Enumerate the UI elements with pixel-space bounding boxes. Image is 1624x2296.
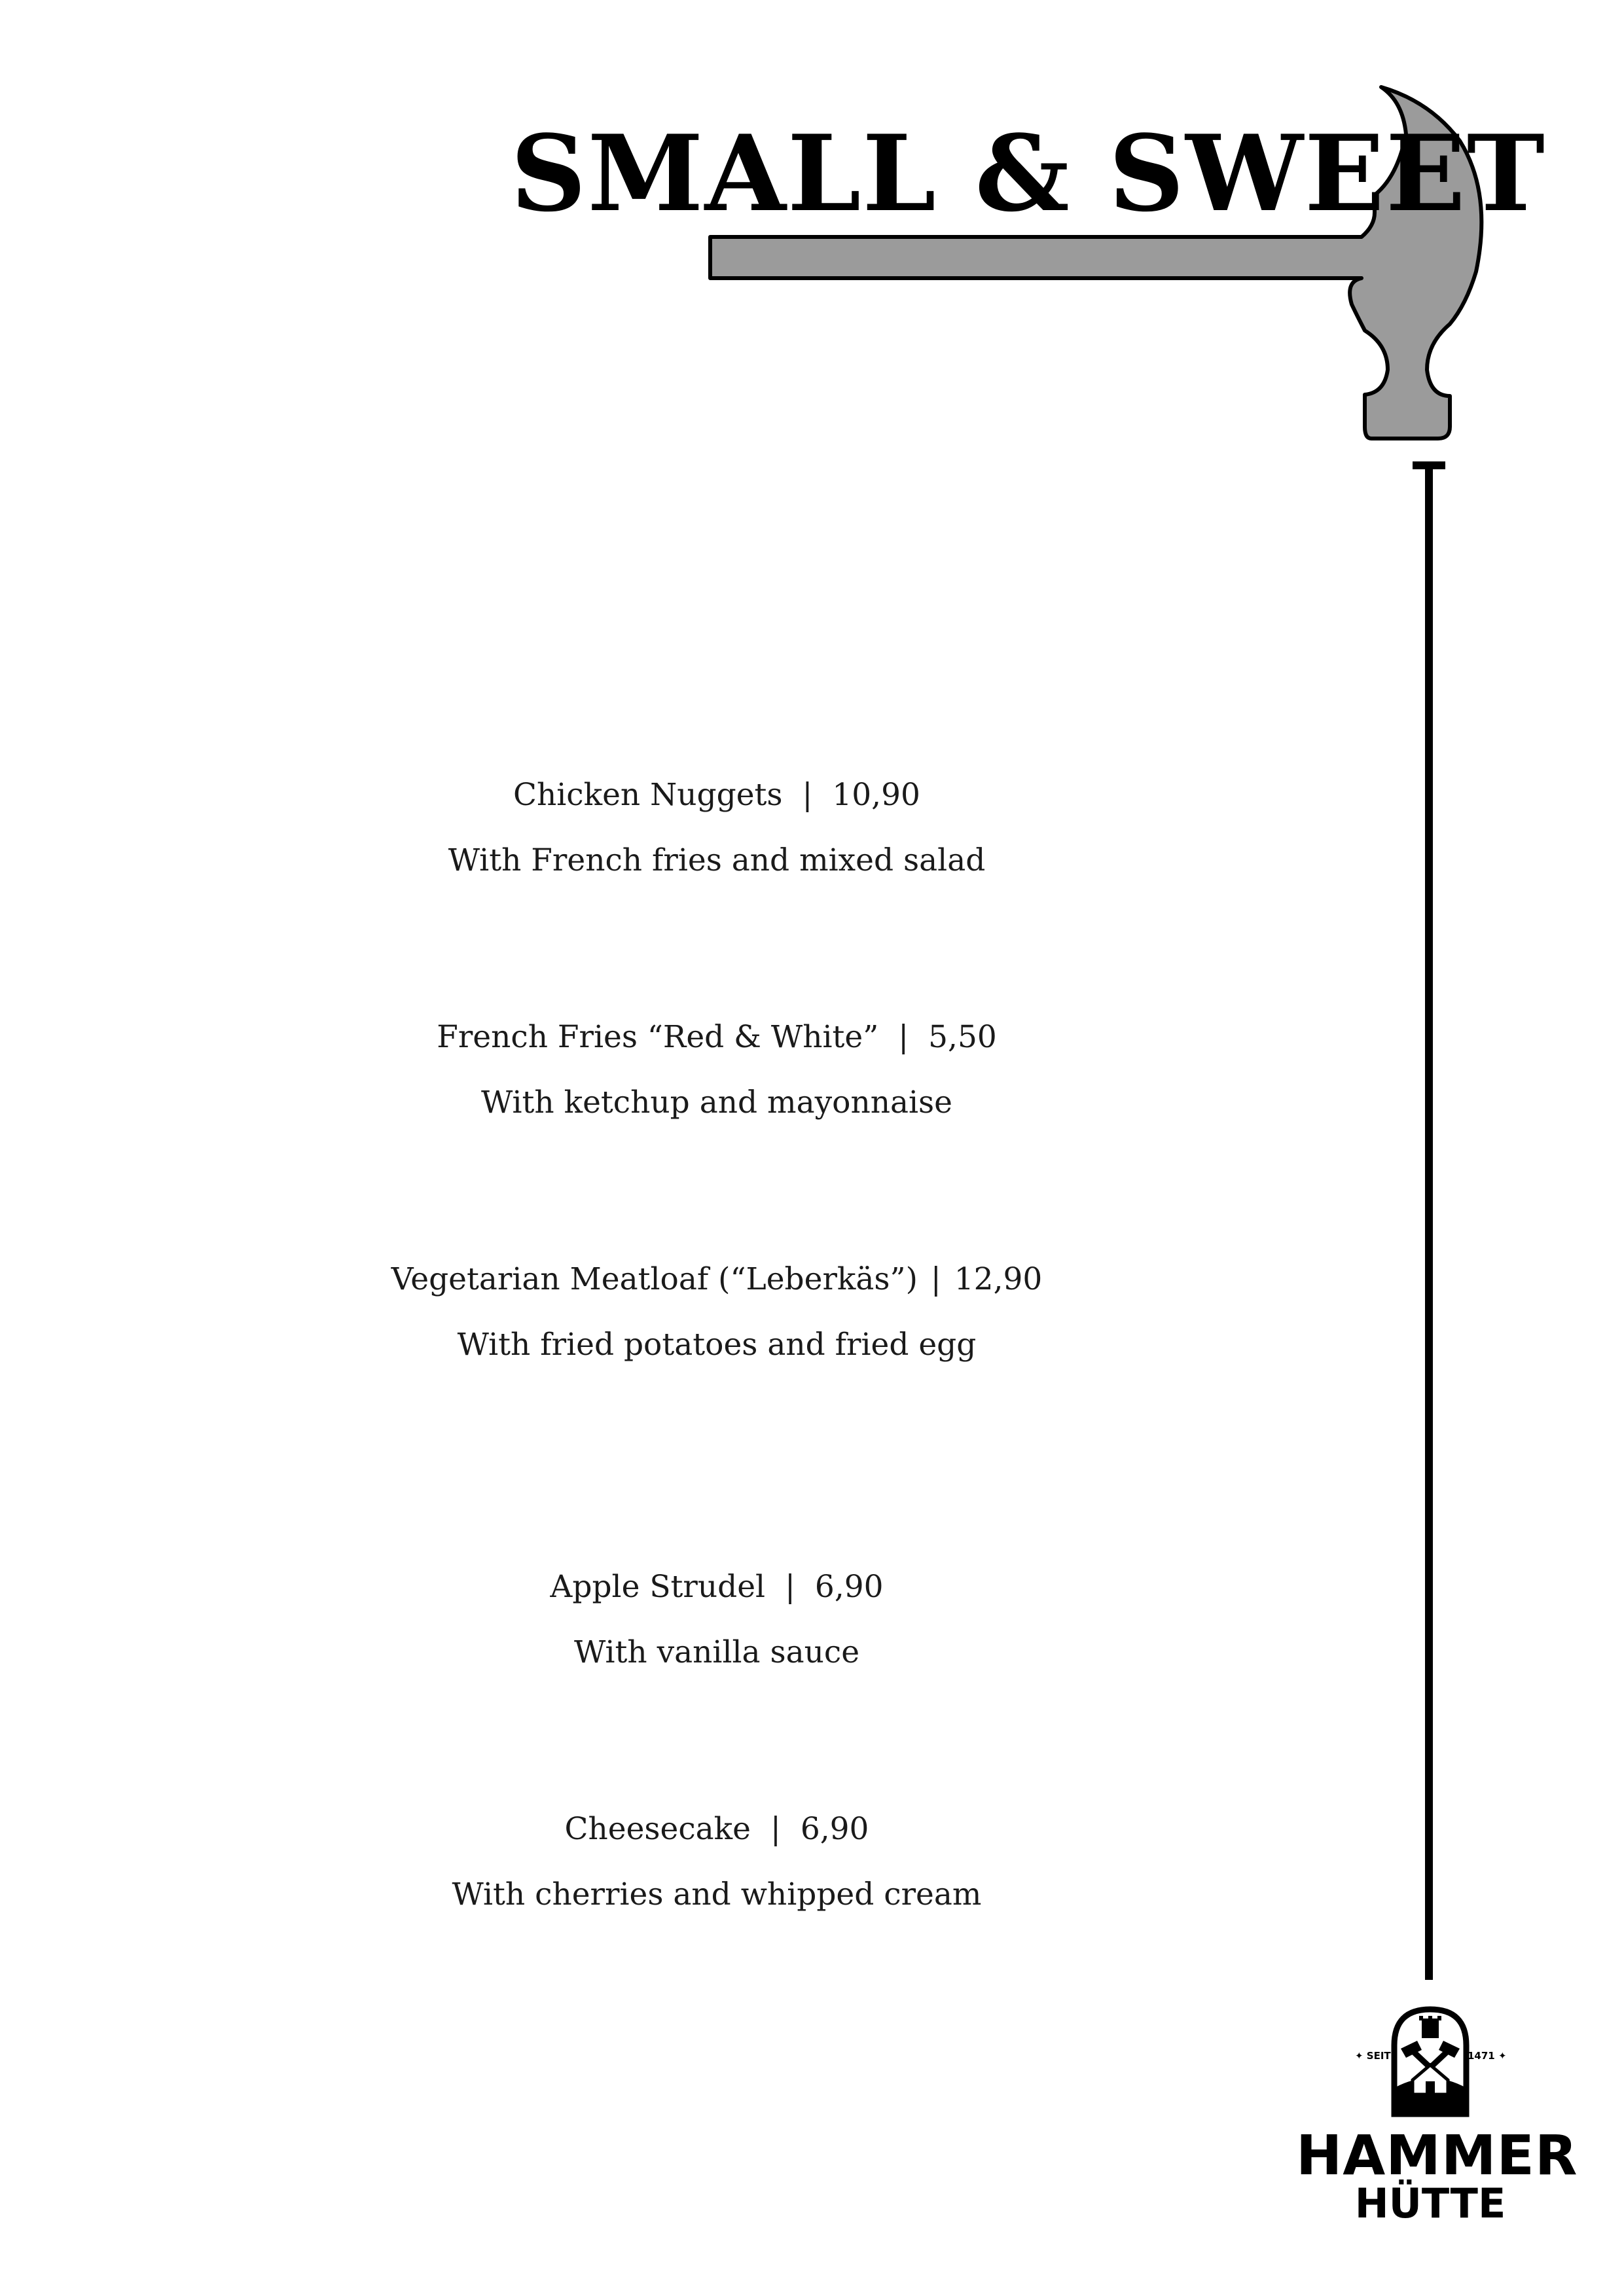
item-price: 6,90 [814,1569,884,1605]
item-description: With ketchup and mayonnaise [481,1085,952,1121]
logo-brand-line2: HÜTTE [1354,2179,1506,2227]
item-name: Chicken Nuggets [513,777,783,813]
item-separator: | [898,1019,909,1055]
item-separator: | [930,1261,941,1297]
item-name: Apple Strudel [550,1569,766,1605]
logo-year-label: 1471 ✦ [1468,2050,1507,2062]
item-price: 12,90 [954,1261,1043,1297]
item-price: 5,50 [928,1019,997,1055]
brand-logo [1296,1983,1578,2258]
crossed-hammers-emblem-icon [1296,1983,1564,2127]
logo-brand-line1: HAMMER [1296,2123,1578,2187]
item-description: With cherries and whipped cream [452,1876,982,1912]
menu-item [0,1257,1434,1368]
item-description: With vanilla sauce [573,1634,860,1670]
item-name: Vegetarian Meatloaf (“Leberkäs”) [391,1261,918,1297]
item-price: 6,90 [800,1811,869,1847]
logo-since-label: ✦ SEIT [1355,2050,1391,2062]
item-separator: | [802,777,813,813]
menu-item [0,1806,1434,1918]
hammer-handle-line [1401,461,1460,1980]
item-name: Cheesecake [564,1811,751,1847]
menu-item [0,772,1434,884]
item-description: With French fries and mixed salad [448,842,986,878]
page-title: SMALL & SWEET [511,112,1546,235]
menu-list [0,772,1434,1918]
menu-item [0,1564,1434,1676]
item-description: With fried potatoes and fried egg [457,1327,977,1363]
menu-item [0,1014,1434,1126]
item-price: 10,90 [832,777,920,813]
item-name: French Fries “Red & White” [437,1019,879,1055]
item-separator: | [770,1811,781,1847]
item-separator: | [785,1569,795,1605]
